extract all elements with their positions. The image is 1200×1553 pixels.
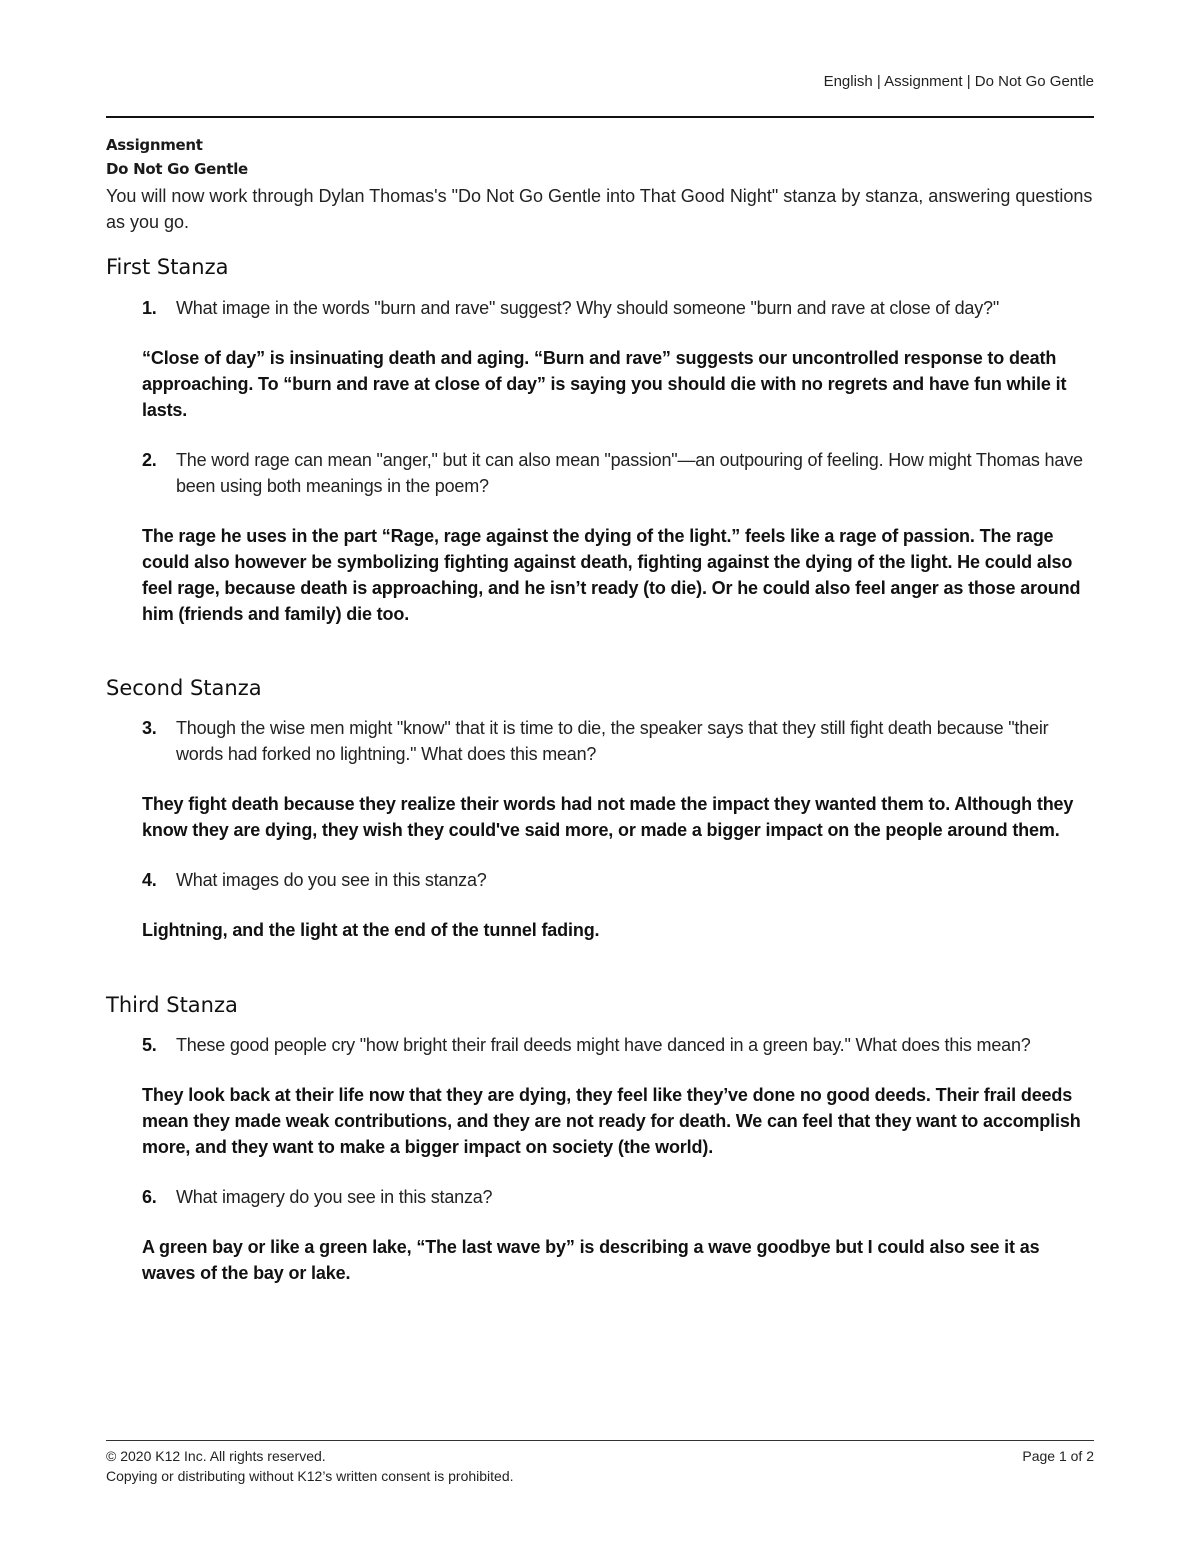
question-number: 4.: [142, 870, 157, 890]
assignment-instructions: You will now work through Dylan Thomas's "Do Not Go Gentle into That Good Night" stanza by stanza, answering questions as you go.: [106, 186, 1093, 232]
stanza-section-first: [106, 253, 1094, 627]
footer-divider: [106, 1440, 1094, 1441]
question-text: Though the wise men might "know" that it is time to die, the speaker says that they still fight death because "their words had forked no lightning." What does this mean?: [176, 718, 1049, 764]
question-item: [106, 447, 1094, 499]
answer-text: They fight death because they realize their words had not made the impact they wanted them to. Although they know they are dying, they wish they could've said more, or made a bigger impact on the people around them.: [142, 794, 1074, 840]
question-text: These good people cry "how bright their frail deeds might have danced in a green bay." What does this mean?: [176, 1035, 1031, 1055]
question-item: [106, 1184, 1094, 1210]
stanza-section-second: [106, 674, 1094, 943]
footer-notice: Copying or distributing without K12’s written consent is prohibited.: [106, 1468, 514, 1484]
question-item: [106, 867, 1094, 893]
assignment-intro: [106, 133, 1094, 235]
answer-text: Lightning, and the light at the end of the tunnel fading.: [142, 920, 600, 940]
question-text: What imagery do you see in this stanza?: [176, 1187, 493, 1207]
stanza-heading: Second Stanza: [106, 676, 262, 700]
answer-text: “Close of day” is insinuating death and aging. “Burn and rave” suggests our uncontrolled response to death approaching. To “burn and rave at close of day” is saying you should die with no regrets and have fun while it lasts.: [142, 348, 1067, 420]
answer-text: They look back at their life now that they are dying, they feel like they’ve done no good deeds. Their frail deeds mean they made weak contributions, and they are not ready for death. We can feel that they want to accomplish more, and they want to make a bigger impact on society (the world).: [142, 1085, 1081, 1157]
question-item: [106, 1032, 1094, 1058]
question-number: 3.: [142, 718, 157, 738]
answer-text: The rage he uses in the part “Rage, rage against the dying of the light.” feels like a rage of passion. The rage could also however be symbolizing fighting against death, fighting against the dying of the light. He could also feel rage, because death is approaching, and he isn’t ready (to die). Or he could also feel anger as those around him (friends and family) die too.: [142, 526, 1081, 624]
footer-copyright: © 2020 K12 Inc. All rights reserved.: [106, 1448, 326, 1464]
header-divider: [106, 116, 1094, 118]
assignment-title: Do Not Go Gentle: [106, 160, 248, 178]
page-number: Page 1 of 2: [1022, 1448, 1094, 1464]
question-item: [106, 295, 1094, 321]
question-number: 1.: [142, 298, 157, 318]
question-number: 2.: [142, 450, 157, 470]
question-text: What image in the words "burn and rave" suggest? Why should someone "burn and rave at close of day?": [176, 298, 1000, 318]
question-item: [106, 715, 1094, 767]
document-page: [106, 0, 1094, 1553]
stanza-heading: First Stanza: [106, 255, 229, 279]
answer-text: A green bay or like a green lake, “The last wave by” is describing a wave goodbye but I could also see it as waves of the bay or lake.: [142, 1237, 1040, 1283]
assignment-type-label: Assignment: [106, 136, 203, 154]
question-number: 6.: [142, 1187, 157, 1207]
header-breadcrumb: English | Assignment | Do Not Go Gentle: [823, 73, 1094, 90]
stanza-heading: Third Stanza: [106, 993, 238, 1017]
stanza-section-third: [106, 991, 1094, 1286]
question-text: The word rage can mean "anger," but it can also mean "passion"—an outpouring of feeling. How might Thomas have been using both meanings in the poem?: [176, 450, 1083, 496]
question-number: 5.: [142, 1035, 157, 1055]
question-text: What images do you see in this stanza?: [176, 870, 487, 890]
